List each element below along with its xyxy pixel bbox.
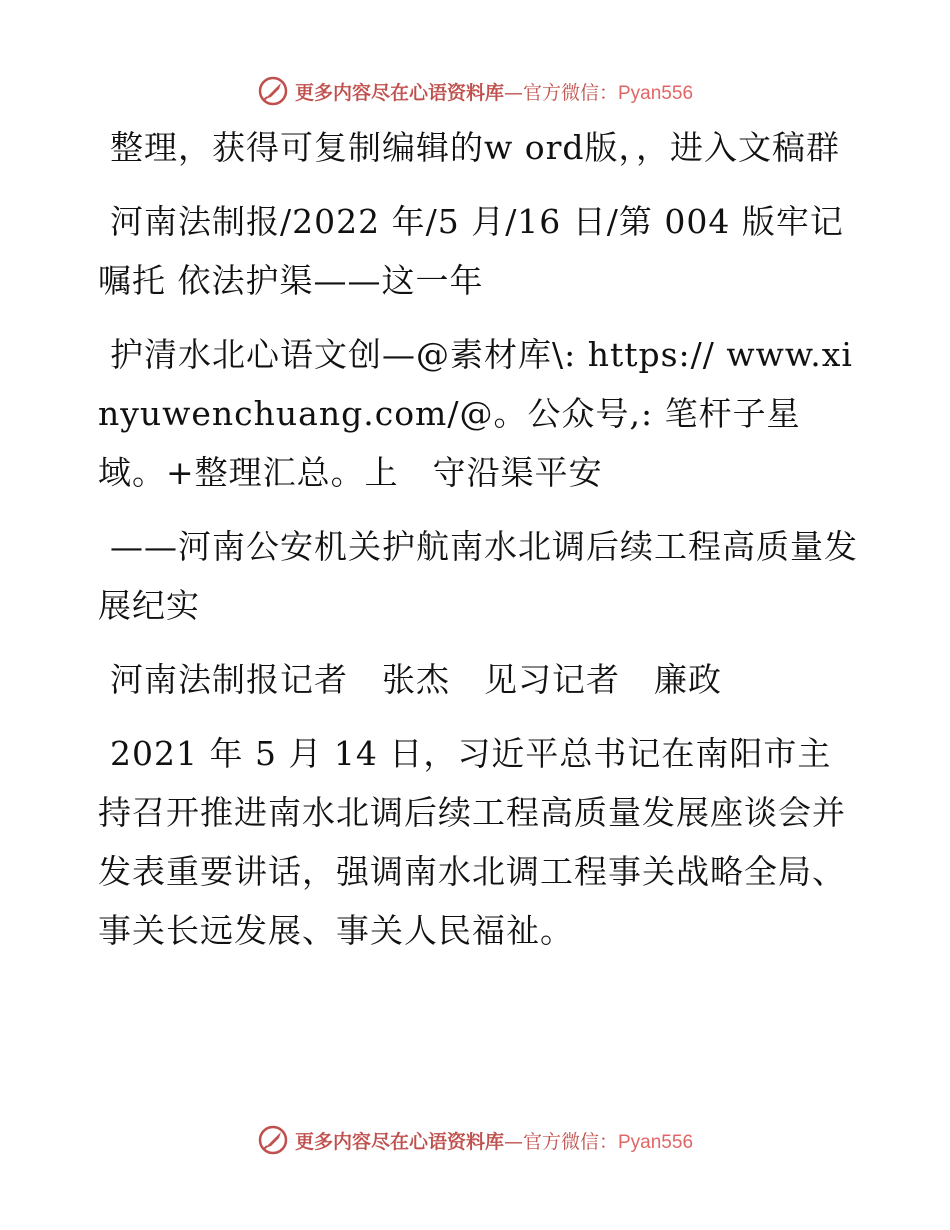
header-wechat-id: Pyan556 (618, 82, 694, 104)
quill-logo-icon (257, 1124, 289, 1156)
paragraph: 2021 年 5 月 14 日，习近平总书记在南阳市主持召开推进南水北调后续工程高质量发展座谈会并发表重要讲话，强调南水北调工程事关战略全局、事关长远发展、事关人民福祉。 (98, 734, 846, 950)
header-wechat-label: 官方微信： (522, 81, 618, 104)
paragraph: 河南法制报/2022 年/5 月/16 日/第 004 版牢记嘱托 依法护渠——这一年 (98, 202, 844, 300)
paragraph: ——河南公安机关护航南水北调后续工程高质量发展纪实 (98, 527, 858, 625)
header-brand-text: 更多内容尽在心语资料库 (294, 81, 504, 104)
document-body (98, 118, 858, 975)
footer-wechat-label: 官方微信： (522, 1130, 618, 1153)
quill-logo-icon (257, 75, 289, 107)
header-banner-text (295, 78, 693, 105)
footer-banner-text (295, 1127, 693, 1154)
paragraph: 整理，获得可复制编辑的w ord版，，进入文稿群 (110, 128, 841, 167)
header-banner (0, 71, 950, 111)
header-separator: — (503, 81, 523, 104)
footer-wechat-id: Pyan556 (618, 1131, 694, 1153)
footer-separator: — (503, 1130, 523, 1153)
paragraph: 河南法制报记者 张杰 见习记者 廉政 (110, 660, 722, 699)
paragraph: 护清水北心语文创—@素材库\: https:// www.xinyuwenchuang.com/@。公众号,: 笔杆子星域。+整理汇总。上 守沿渠平安 (98, 335, 853, 492)
footer-banner (0, 1120, 950, 1160)
footer-brand-text: 更多内容尽在心语资料库 (294, 1130, 504, 1153)
